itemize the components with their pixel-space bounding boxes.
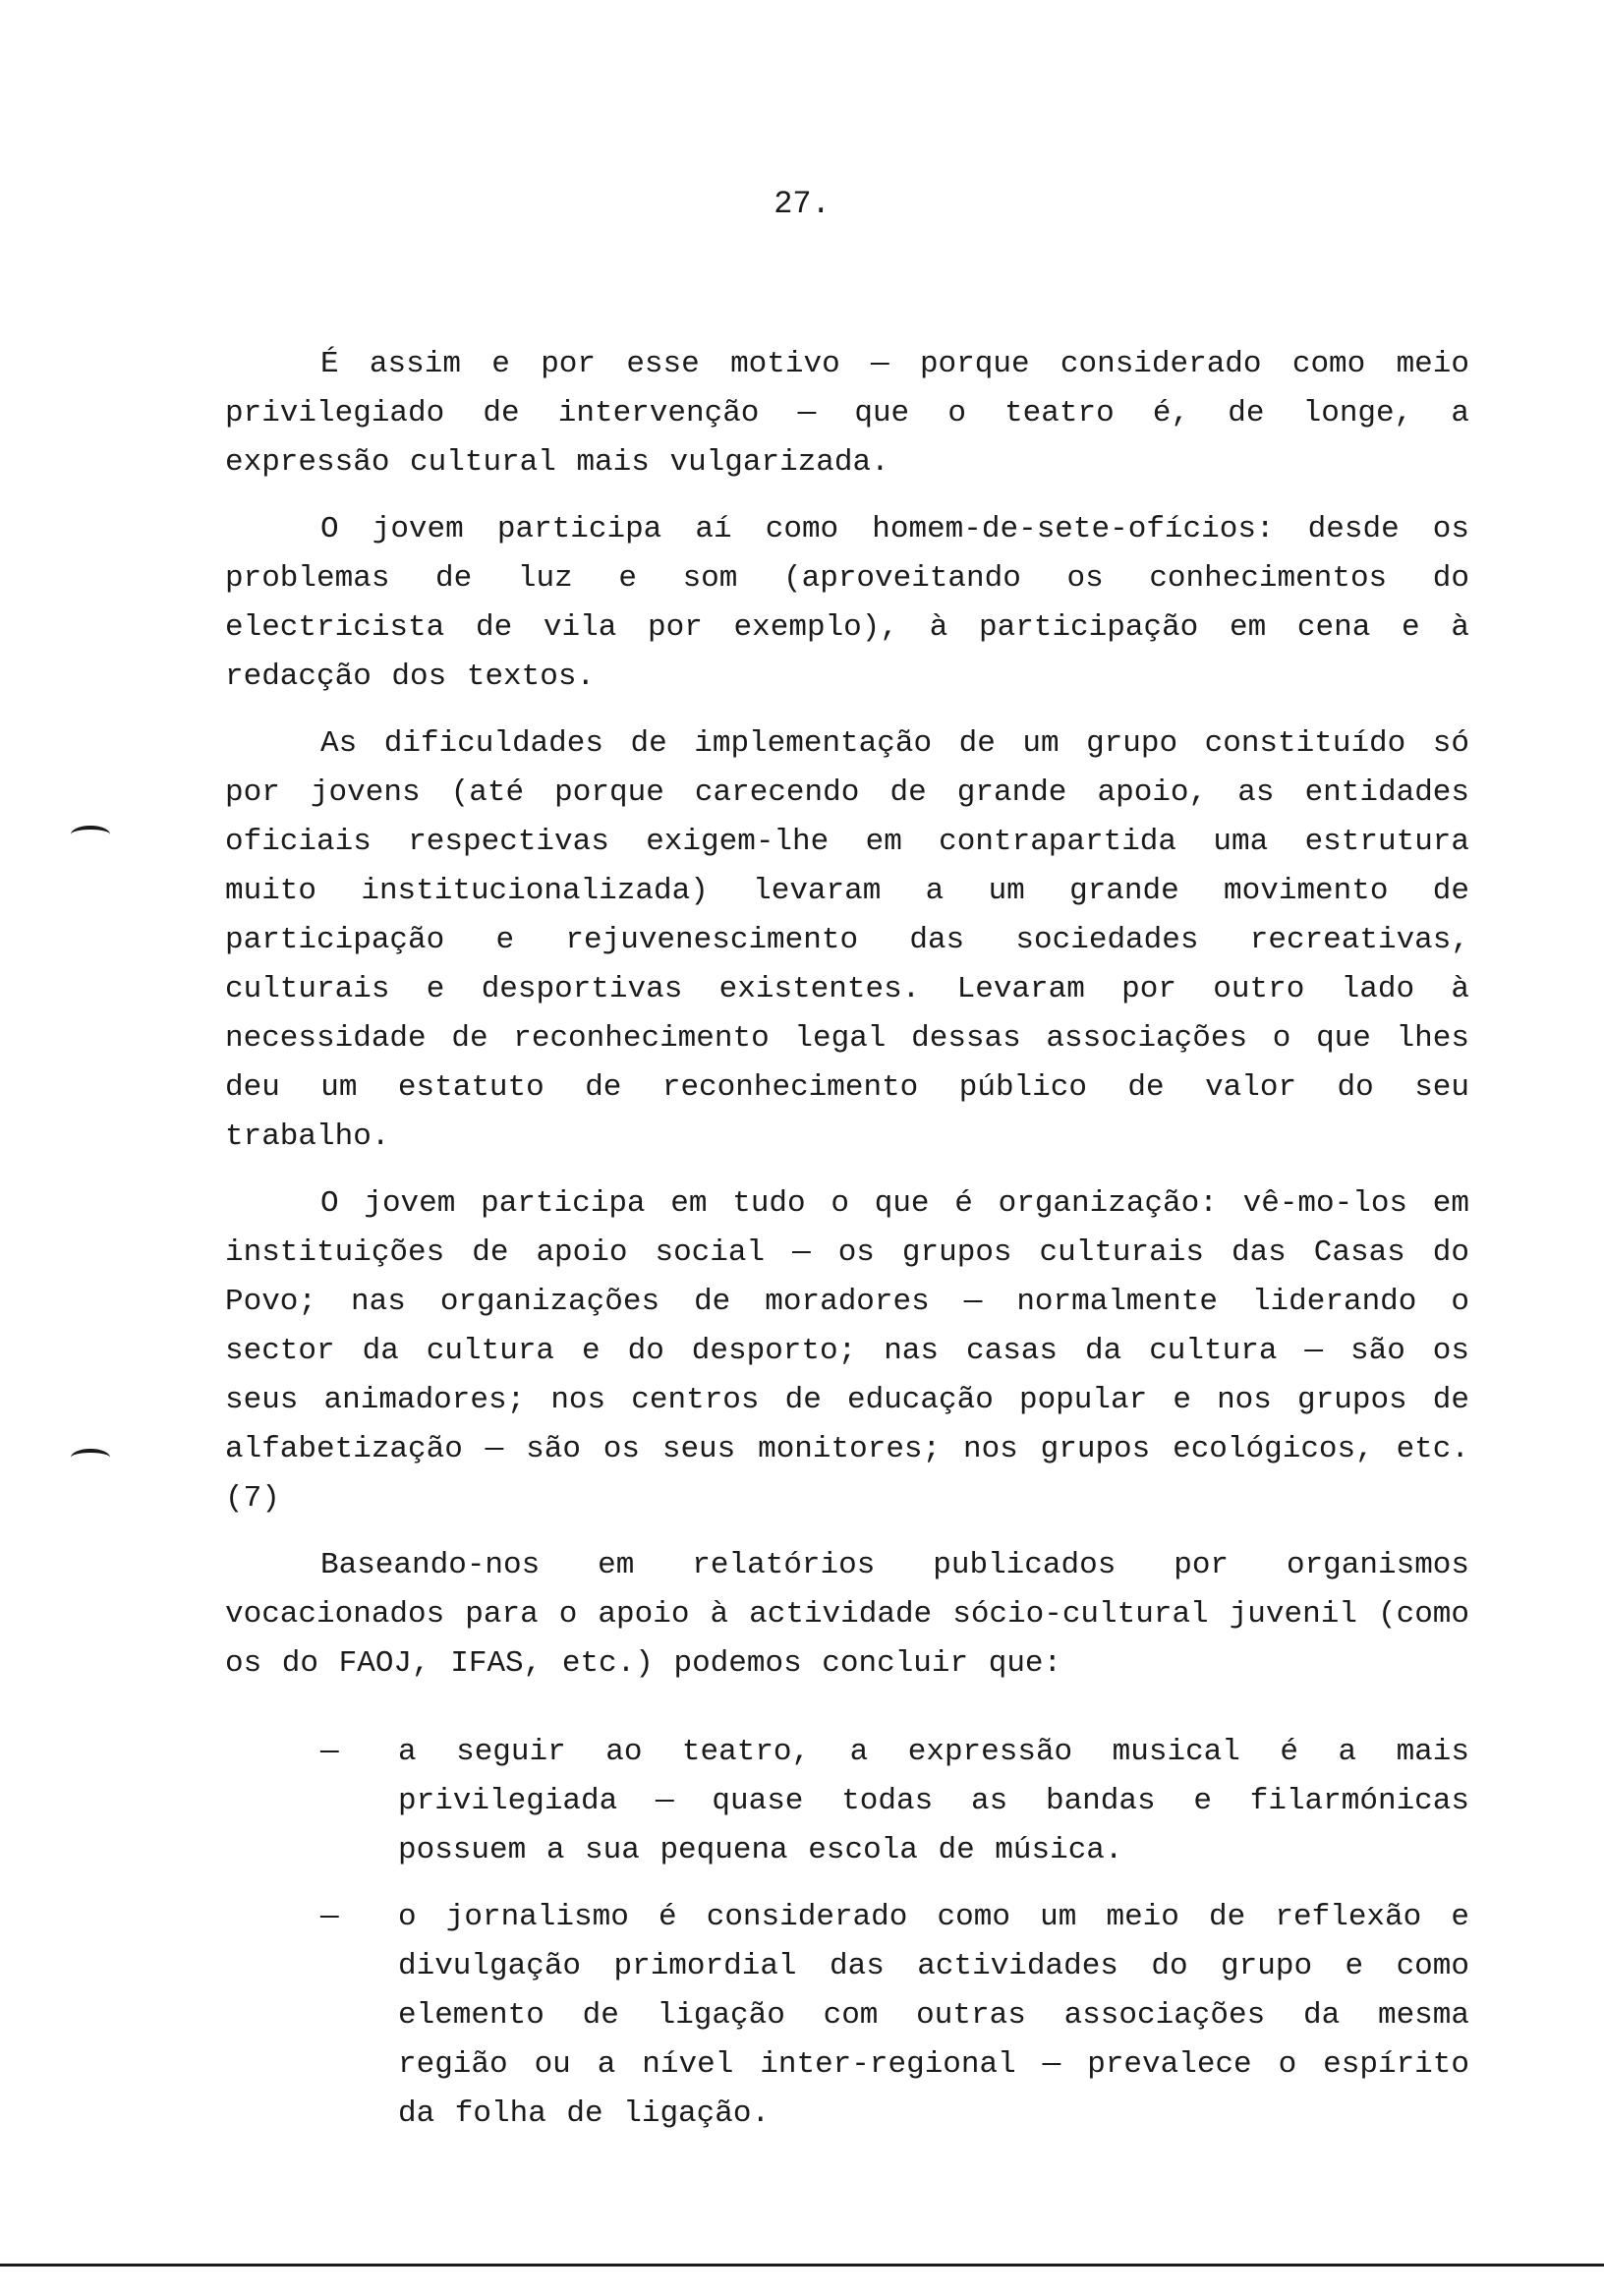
page-number: 27. — [773, 186, 831, 222]
paragraph: O jovem participa em tudo o que é organização: vê-mo-los em instituições de apoio social — os grupos culturais das Casas do Povo; nas organizações de moradores — normalmente liderando o sector da cultura e do desporto; nas casas da cultura — são os seus animadores; nos centros de educação popular e nos grupos de alfabetização — são os seus monitores; nos grupos ecológicos, etc. (7) — [225, 1186, 1469, 1516]
footer-rule — [0, 2264, 1604, 2267]
document-body — [225, 340, 1469, 2156]
paragraph: Baseando-nos em relatórios publicados por organismos vocacionados para o apoio à actividade sócio-cultural juvenil (como os do FAOJ, IFAS, etc.) podemos concluir que: — [225, 1548, 1469, 1681]
list-item-text: a seguir ao teatro, a expressão musical é a mais privilegiada — quase todas as bandas e filarmónicas possuem a sua pequena escola de música. — [398, 1735, 1469, 1867]
paragraph: É assim e por esse motivo — porque considerado como meio privilegiado de intervenção — que o teatro é, de longe, a expressão cultural mais vulgarizada. — [225, 347, 1469, 480]
margin-mark — [71, 826, 110, 843]
list-dash: — — [320, 1735, 339, 1769]
margin-mark — [71, 1449, 110, 1466]
conclusion-list — [225, 1728, 1469, 2139]
paragraph: O jovem participa aí como homem-de-sete-ofícios: desde os problemas de luz e som (aproveitando os conhecimentos do electricista de vila por exemplo), à participação em cena e à redacção dos textos. — [225, 512, 1469, 694]
list-dash: — — [320, 1900, 339, 1934]
list-item — [225, 1893, 1469, 2139]
list-item — [225, 1728, 1469, 1875]
paragraph: As dificuldades de implementação de um grupo constituído só por jovens (até porque carecendo de grande apoio, as entidades oficiais respectivas exigem-lhe em contrapartida uma estrutura muito institucionalizada) levaram a um grande movimento de participação e rejuvenescimento das sociedades recreativas, culturais e desportivas existentes. Levaram por outro lado à necessidade de reconhecimento legal dessas associações o que lhes deu um estatuto de reconhecimento público de valor do seu trabalho. — [225, 726, 1469, 1154]
list-item-text: o jornalismo é considerado como um meio de reflexão e divulgação primordial das actividades do grupo e como elemento de ligação com outras associações da mesma região ou a nível inter-regional — prevalece o espírito da folha de ligação. — [398, 1900, 1469, 2131]
